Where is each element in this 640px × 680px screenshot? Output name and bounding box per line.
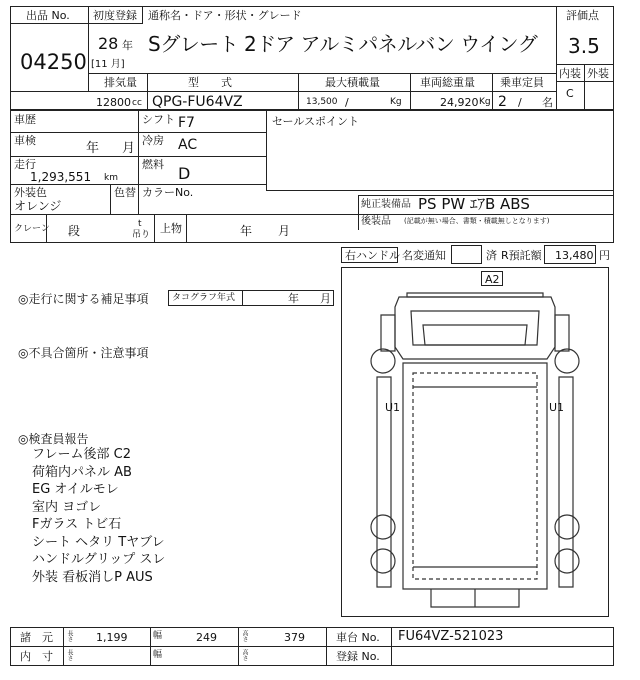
mounting-label: 上物	[160, 222, 182, 235]
right-mark: U1	[549, 401, 565, 414]
capacity-value: 2	[498, 94, 507, 110]
specs-divider-2	[88, 91, 556, 92]
displacement-unit: cc	[132, 98, 142, 108]
capacity-separator: /	[518, 96, 522, 109]
fuel-value: D	[178, 164, 191, 183]
specs-col-2	[298, 73, 299, 110]
lot-label: 出品 No.	[26, 9, 70, 22]
report-line: 外装 看板消しP AUS	[32, 569, 153, 585]
rating-label: 評価点	[566, 9, 599, 22]
exterior-grade-cell	[584, 81, 614, 110]
first-reg-year-unit: 年	[122, 39, 133, 52]
dims-label: 諸 元	[20, 631, 53, 644]
inspection-month-unit: 月	[122, 141, 136, 156]
specs-col-1	[147, 73, 148, 110]
equipment-label: 純正装備品	[361, 199, 411, 210]
chassis-label: 車台 No.	[336, 631, 380, 644]
color-change-label: 色替	[114, 186, 136, 199]
top-mark: A2	[485, 273, 500, 286]
interior-label: 内装	[559, 67, 581, 80]
max-load-unit: Kg	[390, 97, 402, 107]
steering-value: 右ハンドル	[345, 249, 400, 262]
inspector-report-list	[32, 448, 322, 588]
name-change-box	[451, 245, 482, 264]
footer-col-1	[63, 627, 64, 666]
width-label: 幅	[153, 631, 163, 641]
rating-value: 3.5	[568, 34, 600, 58]
tachograph-divider	[242, 290, 243, 306]
displacement-value: 12800	[96, 96, 131, 109]
report-line: フレーム後部 C2	[32, 447, 131, 462]
tachograph-year-unit: 年	[288, 292, 299, 305]
report-line: 室内 ヨゴレ	[32, 499, 102, 515]
crane-stage-unit: 段	[68, 224, 81, 238]
first-reg-month: [11 月]	[91, 59, 125, 70]
footer-col-4	[326, 627, 327, 666]
length-value: 1,199	[96, 631, 128, 644]
shift-label: シフト	[142, 113, 175, 126]
defects-heading: ◎不具合箇所・注意事項	[18, 346, 149, 360]
mileage-unit: km	[104, 173, 118, 183]
exterior-color-label: 外装色	[14, 186, 47, 199]
max-load-separator: /	[345, 96, 349, 109]
details-row-4	[10, 214, 614, 215]
inspection-label: 車検	[14, 134, 36, 147]
recycle-fee-label: R預託額	[501, 249, 542, 262]
details-row-2	[10, 156, 266, 157]
report-line: EG オイルモレ	[32, 482, 119, 497]
name-change-label: 名変通知	[402, 249, 446, 262]
details-col-2	[266, 110, 267, 190]
gross-weight-unit: Kg	[479, 97, 491, 107]
crane-ton-unit: t	[138, 219, 142, 229]
aftermarket-note: (記載が無い場合、書類・積載無しとなります)	[404, 217, 550, 225]
history-label: 車歴	[14, 113, 36, 126]
sales-bottom	[266, 190, 614, 191]
report-line: ハンドルグリップ スレ	[32, 552, 166, 567]
report-line: Fガラス トビ石	[32, 517, 122, 532]
footer-col-5	[391, 627, 392, 666]
mileage-label: 走行	[14, 158, 36, 171]
details-col-1	[138, 110, 139, 214]
report-line: 荷箱内パネル AB	[32, 464, 132, 480]
inspector-report-heading: ◎検査員報告	[18, 432, 89, 446]
int-length-label: 長さ	[66, 649, 73, 661]
interior-dims-label: 内 寸	[20, 650, 53, 663]
capacity-label: 乗車定員	[500, 76, 544, 89]
footer-col-3	[238, 627, 239, 666]
gross-weight-label: 車両総重量	[420, 76, 475, 89]
max-load-value: 13,500	[306, 97, 338, 107]
mounting-month-unit: 月	[278, 224, 291, 238]
mounting-year-unit: 年	[240, 224, 253, 238]
truck-outline-diagram	[341, 267, 609, 617]
tachograph-month-unit: 月	[320, 292, 331, 305]
first-reg-year: 28	[98, 34, 119, 53]
crane-divider-3	[186, 214, 187, 243]
model-name-label: 通称名・ドア・形状・グレード	[148, 9, 302, 22]
recycle-label: 済	[486, 249, 497, 262]
lot-number: 04250	[20, 50, 87, 74]
model-code: QPG-FU64VZ	[152, 94, 243, 110]
inspection-year-unit: 年	[86, 141, 100, 156]
capacity-unit: 名	[542, 96, 553, 109]
specs-col-3	[410, 73, 411, 110]
recycle-fee-unit: 円	[599, 249, 610, 262]
exterior-label: 外装	[587, 67, 609, 80]
left-mark: U1	[385, 401, 401, 414]
equipment-value: PS PW ｴｱB ABS	[418, 195, 530, 213]
interior-grade: C	[566, 87, 574, 100]
details-row-1	[10, 132, 266, 133]
int-height-label: 高さ	[241, 649, 248, 661]
int-width-label: 幅	[153, 650, 163, 660]
ac-value: AC	[178, 137, 198, 153]
specs-divider	[88, 73, 556, 74]
equipment-divider	[358, 195, 359, 230]
height-label: 高さ	[241, 630, 248, 642]
gross-weight-value: 24,920	[440, 96, 479, 109]
driving-notes-heading: ◎走行に関する補足事項	[18, 292, 149, 306]
fuel-label: 燃料	[142, 158, 164, 171]
reg-no-label: 登録 No.	[336, 650, 380, 663]
recycle-fee-value: 13,480	[555, 249, 594, 262]
ac-label: 冷房	[142, 134, 164, 147]
height-value: 379	[284, 631, 305, 644]
aftermarket-label: 後装品	[361, 216, 391, 227]
length-label: 長さ	[66, 630, 73, 642]
sales-point-label: セールスポイント	[272, 115, 360, 128]
crane-divider-2	[154, 214, 155, 243]
max-load-label: 最大積載量	[325, 76, 380, 89]
crane-label: クレーン	[14, 224, 50, 234]
shift-value: F7	[178, 115, 195, 131]
details-row-3	[10, 184, 266, 185]
report-line: シート ヘタリ Tヤブレ	[32, 534, 165, 550]
tachograph-label: タコグラフ年式	[172, 293, 236, 303]
color-divider	[110, 184, 111, 214]
mileage-value: 1,293,551	[30, 170, 92, 184]
crane-hanging-unit: 吊り	[132, 230, 151, 240]
width-value: 249	[196, 631, 217, 644]
model-code-label: 型 式	[188, 76, 232, 89]
chassis-value: FU64VZ-521023	[398, 629, 504, 644]
color-no-label: カラーNo.	[142, 186, 194, 199]
exterior-color: オレンジ	[14, 199, 62, 213]
model-name: Sグレート 2ドア アルミパネルバン ウイング	[148, 32, 538, 56]
displacement-label: 排気量	[104, 76, 137, 89]
footer-row-divider	[10, 646, 614, 647]
first-reg-label: 初度登録	[93, 9, 137, 22]
specs-col-4	[492, 73, 493, 110]
footer-col-2	[150, 627, 151, 666]
